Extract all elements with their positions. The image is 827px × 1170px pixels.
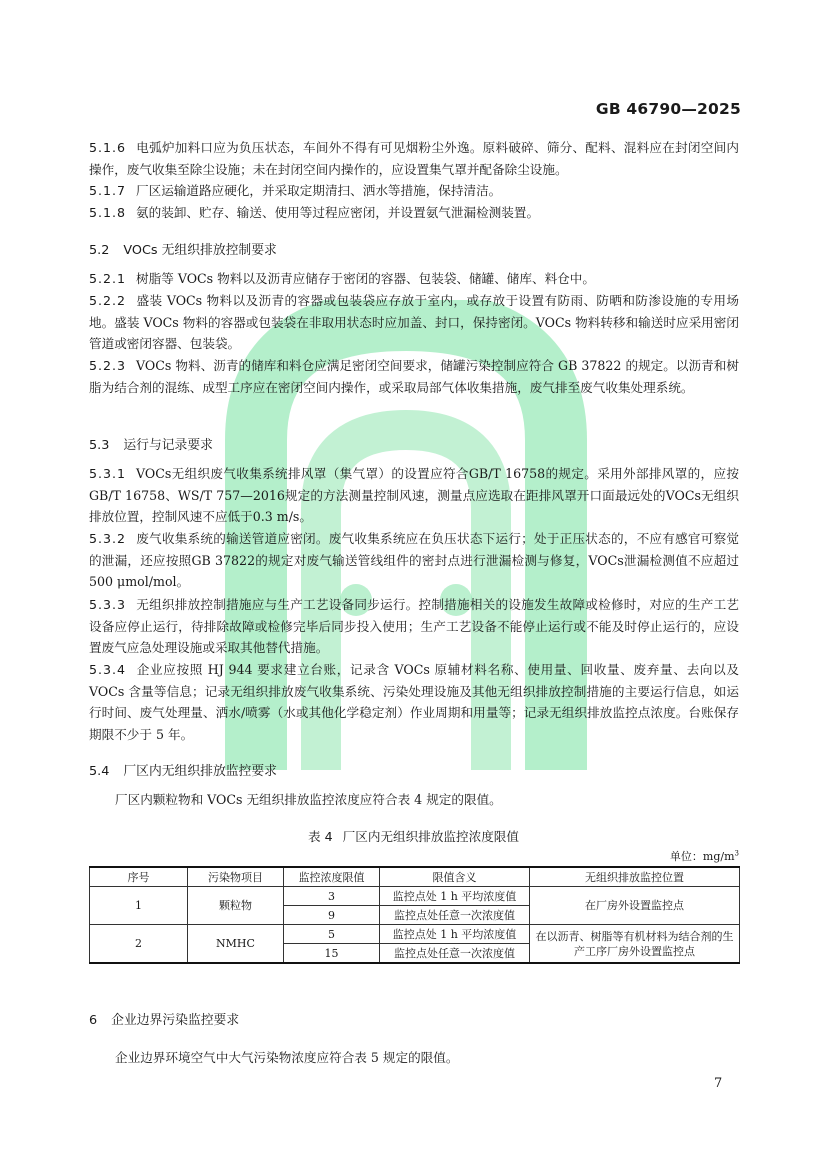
clause-text: VOCs 物料、沥青的储库和料仓应满足密闭空间要求，储罐污染控制应符合 GB 37822 的规定。以沥青和树脂为结合剂的混练、成型工序应在密闭空间内操作，或采取局部气体收集措施，废气排至废气收集处理系统。 — [89, 358, 739, 395]
clause-text: 废气收集系统的输送管道应密闭。废气收集系统应在负压状态下运行；处于正压状态的，不应有感官可察觉的泄漏，还应按照GB 37822的规定对废气输送管线组件的密封点进行泄漏检测与修复，VOCs泄漏检测值不应超过500 μmol/mol。 — [89, 531, 739, 589]
clause-5-3-1 — [89, 463, 739, 528]
cell-limit: 15 — [284, 944, 380, 964]
heading-5-4 — [89, 760, 277, 779]
unit-superscript: 3 — [734, 849, 739, 858]
heading-number: 5.3 — [89, 438, 110, 453]
clause-text: 氨的装卸、贮存、输送、使用等过程应密闭，并设置氨气泄漏检测装置。 — [136, 205, 540, 220]
heading-number: 5.2 — [89, 243, 110, 258]
heading-title: 厂区内无组织排放监控要求 — [123, 764, 277, 779]
clause-5-2-1 — [89, 268, 739, 290]
clause-number: 5.2.1 — [89, 271, 127, 286]
header-seq: 序号 — [90, 867, 188, 887]
clause-text: VOCs无组织废气收集系统排风罩（集气罩）的设置应符合GB/T 16758的规定。采用外部排风罩的，应按GB/T 16758、WS/T 757—2016规定的方法测量控制风速，测量点应选取在距排风罩开口面最远处的VOCs无组织排放位置，控制风速不应低于0.3 m/s。 — [89, 466, 739, 524]
clause-5-3-2 — [89, 528, 739, 593]
header-location: 无组织排放监控位置 — [530, 867, 740, 887]
table-title: 厂区内无组织排放监控浓度限值 — [342, 829, 519, 844]
clause-number: 5.1.7 — [89, 183, 127, 198]
cell-meaning: 监控点处 1 h 平均浓度值 — [380, 887, 530, 906]
clause-text: 企业应按照 HJ 944 要求建立台账，记录含 VOCs 原辅材料名称、使用量、回收量、废弃量、去向以及 VOCs 含量等信息；记录无组织排放废气收集系统、污染处理设施及其他无组织排放控制措施的主要运行信息，如运行时间、废气处理量、洒水/喷雾（水或其他化学稳定剂）作业周期和用量等；记录无组织排放监控点浓度。台账保存期限不少于 5 年。 — [89, 662, 739, 742]
clause-number: 5.3.4 — [89, 662, 127, 677]
heading-6 — [89, 1009, 239, 1028]
header-limit: 监控浓度限值 — [284, 867, 380, 887]
clause-5-1-8 — [89, 202, 739, 224]
heading-number: 6 — [89, 1013, 98, 1028]
table-row — [90, 887, 740, 906]
clause-5-3-4 — [89, 659, 739, 745]
clause-number: 5.3.1 — [89, 466, 127, 481]
heading-5-3 — [89, 434, 213, 453]
clause-number: 5.3.3 — [89, 597, 127, 612]
clause-text: 树脂等 VOCs 物料以及沥青应储存于密闭的容器、包装袋、储罐、储库、料仓中。 — [136, 271, 595, 286]
standard-number: GB 46790—2025 — [595, 100, 741, 118]
clause-number: 5.3.2 — [89, 531, 127, 546]
clause-number: 5.1.8 — [89, 205, 127, 220]
cell-location: 在厂房外设置监控点 — [530, 887, 740, 925]
clause-5-1-6 — [89, 137, 739, 180]
clause-text: 电弧炉加料口应为负压状态，车间外不得有可见烟粉尘外逸。原料破碎、筛分、配料、混料应在封闭空间内操作，废气收集至除尘设施；未在封闭空间内操作的，应设置集气罩并配备除尘设施。 — [89, 140, 739, 177]
heading-title: VOCs 无组织排放控制要求 — [123, 243, 277, 258]
table-unit — [670, 848, 739, 864]
cell-limit: 9 — [284, 906, 380, 925]
limits-table — [89, 866, 740, 964]
heading-number: 5.4 — [89, 764, 110, 779]
clause-number: 5.2.2 — [89, 293, 127, 308]
header-pollutant: 污染物项目 — [188, 867, 284, 887]
cell-meaning: 监控点处任意一次浓度值 — [380, 906, 530, 925]
table-caption — [0, 826, 827, 845]
cell-seq: 2 — [90, 925, 188, 964]
heading-5-2 — [89, 239, 277, 258]
clause-5-3-3 — [89, 594, 739, 659]
table-header-row — [90, 867, 740, 887]
clause-5-1-7 — [89, 180, 739, 202]
cell-meaning: 监控点处 1 h 平均浓度值 — [380, 925, 530, 944]
cell-pollutant: 颗粒物 — [188, 887, 284, 925]
clause-number: 5.1.6 — [89, 140, 127, 155]
table-row — [90, 925, 740, 944]
clause-5-2-3 — [89, 355, 739, 398]
table-number: 表 4 — [308, 829, 333, 844]
clause-5-2-2 — [89, 290, 739, 355]
unit-text: 单位：mg/m — [669, 850, 735, 863]
clause-number: 5.2.3 — [89, 358, 127, 373]
header-meaning: 限值含义 — [380, 867, 530, 887]
paragraph-6: 企业边界环境空气中大气污染物浓度应符合表 5 规定的限值。 — [115, 1050, 459, 1065]
clause-text: 厂区运输道路应硬化，并采取定期清扫、洒水等措施，保持清洁。 — [136, 183, 502, 198]
cell-meaning: 监控点处任意一次浓度值 — [380, 944, 530, 964]
heading-title: 运行与记录要求 — [123, 438, 213, 453]
cell-seq: 1 — [90, 887, 188, 925]
cell-pollutant: NMHC — [188, 925, 284, 964]
page-number: 7 — [714, 1076, 723, 1091]
clause-text: 无组织排放控制措施应与生产工艺设备同步运行。控制措施相关的设施发生故障或检修时，对应的生产工艺设备应停止运行，待排除故障或检修完毕后同步投入使用；生产工艺设备不能停止运行或不能及时停止运行的，应设置废气应急处理设施或采取其他替代措施。 — [89, 597, 739, 655]
cell-location: 在以沥青、树脂等有机材料为结合剂的生产工序厂房外设置监控点 — [530, 925, 740, 964]
heading-title: 企业边界污染监控要求 — [111, 1013, 240, 1028]
cell-limit: 5 — [284, 925, 380, 944]
clause-text: 盛装 VOCs 物料以及沥青的容器或包装袋应存放于室内，或存放于设置有防雨、防晒和防渗设施的专用场地。盛装 VOCs 物料的容器或包装袋在非取用状态时应加盖、封口，保持密闭。VOCs 物料转移和输送时应采用密闭管道或密闭容器、包装袋。 — [89, 293, 739, 351]
paragraph-5-4: 厂区内颗粒物和 VOCs 无组织排放监控浓度应符合表 4 规定的限值。 — [115, 792, 502, 807]
cell-limit: 3 — [284, 887, 380, 906]
